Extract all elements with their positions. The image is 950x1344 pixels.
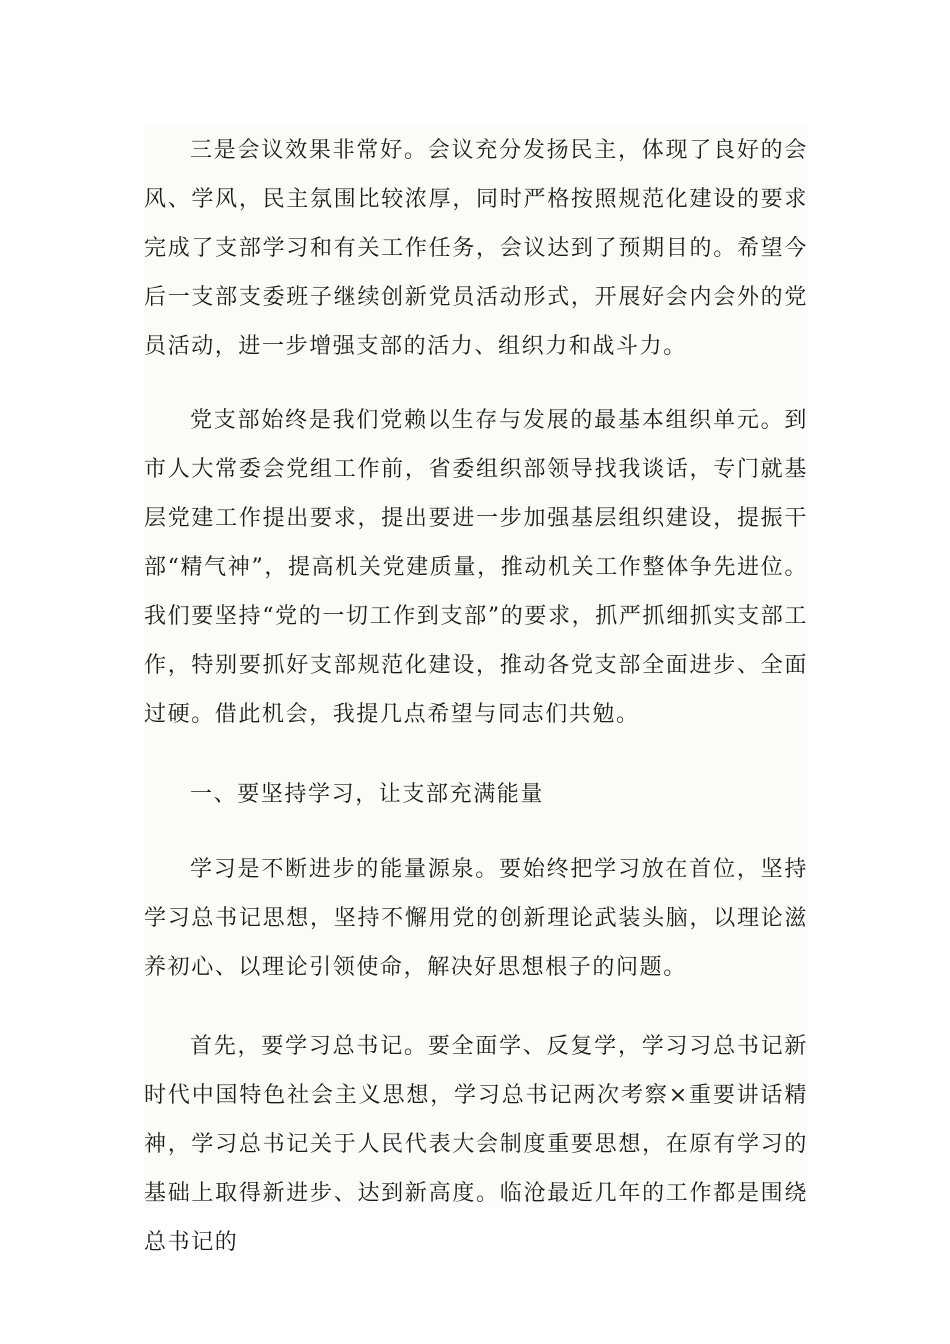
paragraph-study-energy: 学习是不断进步的能量源泉。要始终把学习放在首位，坚持学习总书记思想，坚持不懈用党的创新理论武装头脑，以理论滋养初心、以理论引领使命，解决好思想根子的问题。 [144, 857, 808, 980]
paragraph-study-first: 首先，要学习总书记。要全面学、反复学，学习习总书记新时代中国特色社会主义思想，学习总书记两次考察×重要讲话精神，学习总书记关于人民代表大会制度重要思想，在原有学习的基础上取得新进步、达到新高度。临沧最近几年的工作都是围绕总书记的 [144, 1034, 808, 1255]
paragraph-party-branch: 党支部始终是我们党赖以生存与发展的最基本组织单元。到市人大常委会党组工作前，省委组织部领导找我谈话，专门就基层党建工作提出要求，提出要进一步加强基层组织建设，提振干部“精气神”，提高机关党建质量，推动机关工作整体争先进位。我们要坚持“党的一切工作到支部”的要求，抓严抓细抓实支部工作，特别要抓好支部规范化建设，推动各党支部全面进步、全面过硬。借此机会，我提几点希望与同志们共勉。 [144, 408, 808, 727]
paragraph-meeting-effect: 三是会议效果非常好。会议充分发扬民主，体现了良好的会风、学风，民主氛围比较浓厚，同时严格按照规范化建设的要求完成了支部学习和有关工作任务，会议达到了预期目的。希望今后一支部支委班子继续创新党员活动形式，开展好会内会外的党员活动，进一步增强支部的活力、组织力和战斗力。 [144, 138, 808, 359]
document-body [144, 124, 808, 1255]
section-heading-study: 一、要坚持学习，让支部充满能量 [190, 782, 545, 807]
